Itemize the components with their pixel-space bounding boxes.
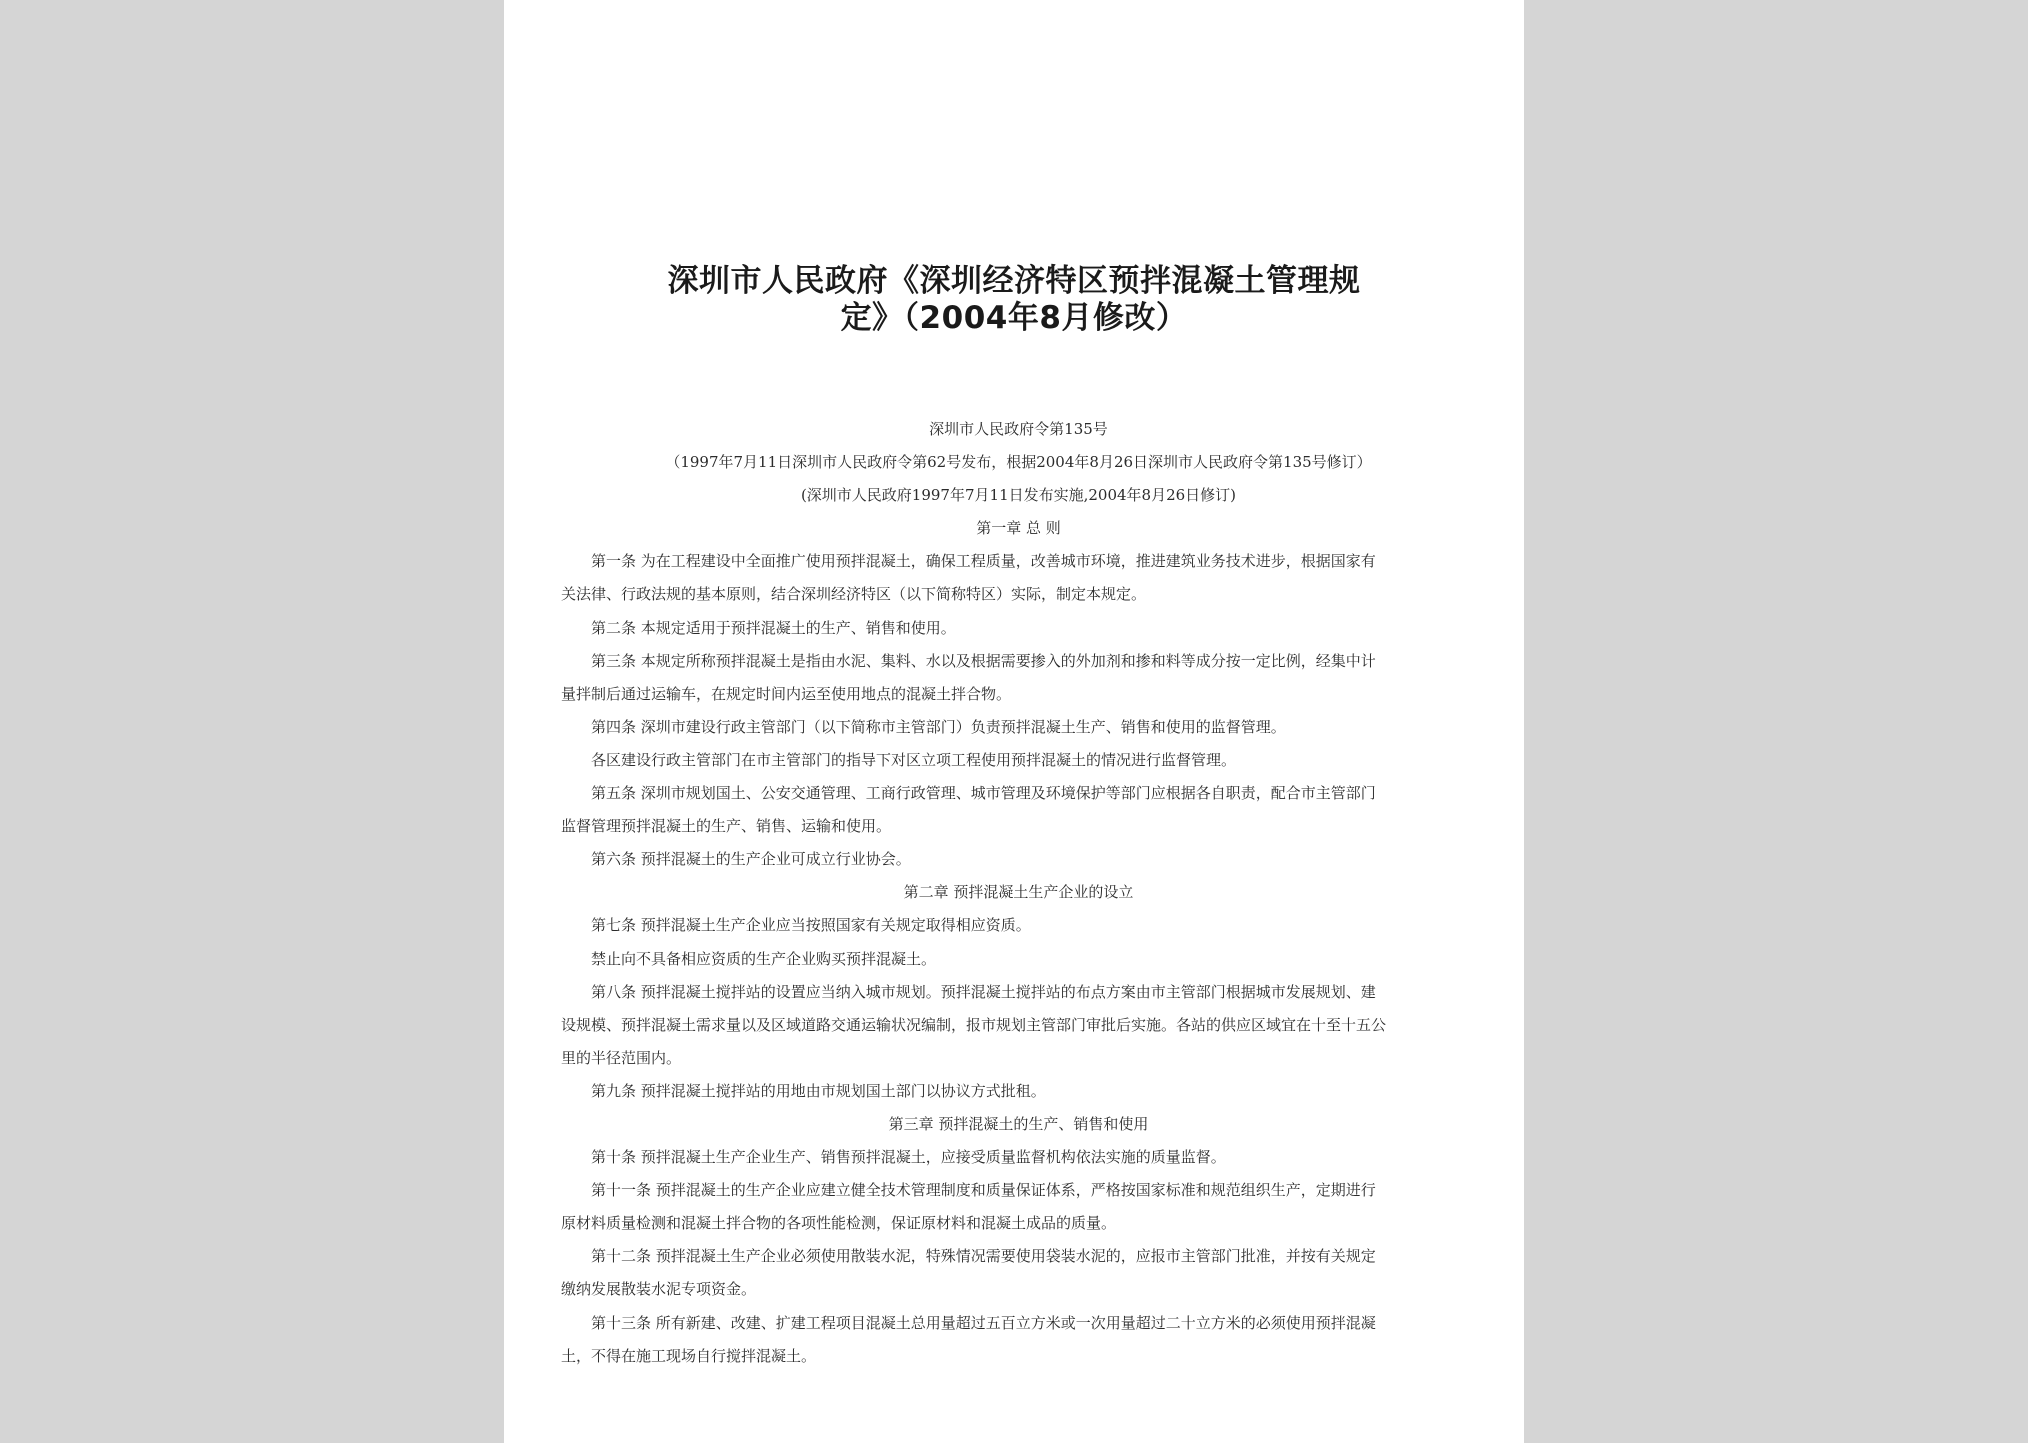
article-6: 第六条 预拌混凝土的生产企业可成立行业协会。 [591, 850, 911, 869]
article-2: 第二条 本规定适用于预拌混凝土的生产、销售和使用。 [591, 618, 956, 637]
article-1-line-2: 关法律、行政法规的基本原则，结合深圳经济特区（以下简称特区）实际，制定本规定。 [561, 585, 1147, 604]
article-8 [561, 976, 1476, 1075]
article-12-line-2: 缴纳发展散装水泥专项资金。 [561, 1280, 757, 1299]
document-title [554, 263, 1474, 337]
article-5-line-2: 监督管理预拌混凝土的生产、销售、运输和使用。 [561, 817, 892, 836]
article-7-paragraph-2: 禁止向不具备相应资质的生产企业购买预拌混凝土。 [591, 949, 937, 968]
article-8-line-1: 第八条 预拌混凝土搅拌站的设置应当纳入城市规划。预拌混凝土搅拌站的布点方案由市主管部门根据城市发展规划、建 [591, 982, 1376, 1001]
document-body [561, 413, 1476, 1373]
article-8-line-3: 里的半径范围内。 [561, 1048, 682, 1067]
article-9: 第九条 预拌混凝土搅拌站的用地由市规划国土部门以协议方式批租。 [591, 1081, 1046, 1100]
article-11-line-2: 原材料质量检测和混凝土拌合物的各项性能检测，保证原材料和混凝土成品的质量。 [561, 1214, 1117, 1233]
article-1-line-1: 第一条 为在工程建设中全面推广使用预拌混凝土，确保工程质量，改善城市环境，推进建筑业务技术进步，根据国家有 [591, 552, 1376, 571]
title-line-2: 定》（2004年8月修改） [840, 300, 1188, 336]
article-13-line-2: 土，不得在施工现场自行搅拌混凝土。 [561, 1346, 817, 1365]
article-11 [561, 1174, 1476, 1240]
article-7: 第七条 预拌混凝土生产企业应当按照国家有关规定取得相应资质。 [591, 916, 1031, 935]
chapter-heading-1: 第一章 总 则 [976, 519, 1061, 538]
article-4-paragraph-2: 各区建设行政主管部门在市主管部门的指导下对区立项工程使用预拌混凝土的情况进行监督管理。 [591, 750, 1237, 769]
article-11-line-1: 第十一条 预拌混凝土的生产企业应建立健全技术管理制度和质量保证体系，严格按国家标准和规范组织生产，定期进行 [591, 1181, 1376, 1200]
article-12-line-1: 第十二条 预拌混凝土生产企业必须使用散装水泥，特殊情况需要使用袋装水泥的，应报市主管部门批准，并按有关规定 [591, 1247, 1376, 1266]
article-3 [561, 645, 1476, 711]
article-12 [561, 1240, 1476, 1306]
article-5-line-1: 第五条 深圳市规划国土、公安交通管理、工商行政管理、城市管理及环境保护等部门应根据各自职责，配合市主管部门 [591, 784, 1376, 803]
article-8-line-2: 设规模、预拌混凝土需求量以及区域道路交通运输状况编制，报市规划主管部门审批后实施。各站的供应区域宜在十至十五公 [561, 1015, 1387, 1034]
article-5 [561, 777, 1476, 843]
article-13-line-1: 第十三条 所有新建、改建、扩建工程项目混凝土总用量超过五百立方米或一次用量超过二十立方米的必须使用预拌混凝 [591, 1313, 1376, 1332]
article-1 [561, 545, 1476, 611]
issue-note: （1997年7月11日深圳市人民政府令第62号发布，根据2004年8月26日深圳市人民政府令第135号修订） [665, 453, 1372, 472]
article-10: 第十条 预拌混凝土生产企业生产、销售预拌混凝土，应接受质量监督机构依法实施的质量监督。 [591, 1148, 1226, 1167]
article-4: 第四条 深圳市建设行政主管部门（以下简称市主管部门）负责预拌混凝土生产、销售和使用的监督管理。 [591, 717, 1286, 736]
order-number: 深圳市人民政府令第135号 [929, 420, 1108, 438]
implementation-note: (深圳市人民政府1997年7月11日发布实施,2004年8月26日修订) [800, 486, 1237, 505]
chapter-heading-2: 第二章 预拌混凝土生产企业的设立 [903, 883, 1134, 902]
title-line-1: 深圳市人民政府《深圳经济特区预拌混凝土管理规 [667, 263, 1361, 299]
article-13 [561, 1307, 1476, 1373]
article-3-line-1: 第三条 本规定所称预拌混凝土是指由水泥、集料、水以及根据需要掺入的外加剂和掺和料等成分按一定比例，经集中计 [591, 651, 1376, 670]
article-3-line-2: 量拌制后通过运输车，在规定时间内运至使用地点的混凝土拌合物。 [561, 684, 1012, 703]
chapter-heading-3: 第三章 预拌混凝土的生产、销售和使用 [888, 1114, 1149, 1133]
document-page [504, 0, 1524, 1443]
